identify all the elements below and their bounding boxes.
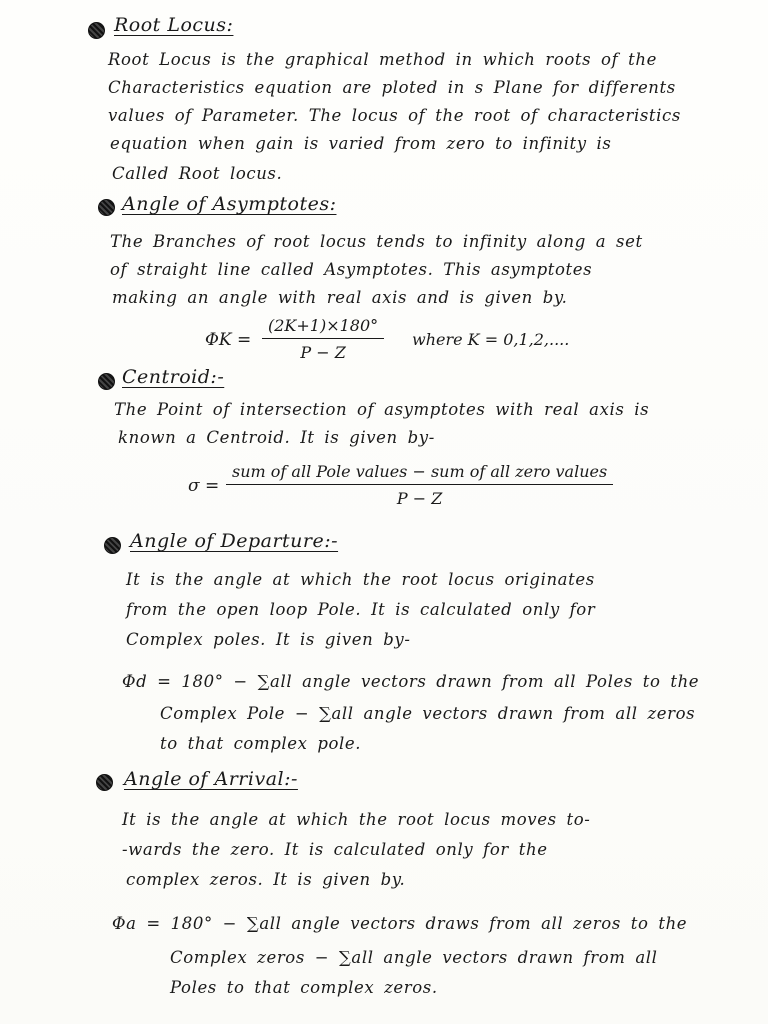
formula-line: Poles to that complex zeros. [170, 978, 438, 997]
formula-where: where K = 0,1,2,.... [412, 330, 570, 349]
text-line: Characteristics equation are ploted in s Plane for differents [108, 78, 676, 97]
text-line: known a Centroid. It is given by- [118, 428, 435, 447]
bullet-icon [88, 22, 105, 39]
text-line: making an angle with real axis and is given by. [112, 288, 568, 307]
text-line: values of Parameter. The locus of the root of characteristics [108, 106, 681, 125]
fraction-numerator: (2K+1)×180° [262, 316, 384, 339]
formula-line: Φd = 180° − ∑all angle vectors drawn from all Poles to the [122, 672, 700, 691]
fraction-denominator: P − Z [300, 343, 346, 362]
text-line: -wards the zero. It is calculated only for the [122, 840, 548, 859]
fraction-centroid [226, 462, 613, 508]
heading-arrival: Angle of Arrival:- [124, 768, 298, 790]
bullet-icon [96, 774, 113, 791]
text-line: of straight line called Asymptotes. This asymptotes [110, 260, 593, 279]
text-line: complex zeros. It is given by. [126, 870, 406, 889]
text-line: Complex poles. It is given by- [126, 630, 411, 649]
text-line: It is the angle at which the root locus moves to- [122, 810, 591, 829]
heading-centroid: Centroid:- [122, 366, 225, 388]
heading-departure: Angle of Departure:- [130, 530, 339, 552]
formula-line: to that complex pole. [160, 734, 362, 753]
text-line: Called Root locus. [112, 164, 283, 183]
heading-asymptotes: Angle of Asymptotes: [122, 193, 337, 215]
heading-root-locus: Root Locus: [114, 14, 234, 36]
fraction-numerator: sum of all Pole values − sum of all zero values [226, 462, 613, 485]
bullet-icon [98, 373, 115, 390]
text-line: The Point of intersection of asymptotes with real axis is [114, 400, 650, 419]
formula-lhs: ΦK = [205, 330, 252, 350]
text-line: The Branches of root locus tends to infinity along a set [110, 232, 643, 251]
fraction-denominator: P − Z [396, 489, 443, 508]
text-line: It is the angle at which the root locus originates [126, 570, 595, 589]
text-line: from the open loop Pole. It is calculated only for [126, 600, 596, 619]
bullet-icon [104, 537, 121, 554]
text-line: equation when gain is varied from zero to infinity is [110, 134, 612, 153]
formula-line: Φa = 180° − ∑all angle vectors draws from all zeros to the [112, 914, 688, 933]
formula-line: Complex Pole − ∑all angle vectors drawn from all zeros [160, 704, 696, 723]
bullet-icon [98, 199, 115, 216]
fraction-asymptote-angle [262, 316, 384, 362]
formula-lhs: σ = [188, 476, 220, 496]
formula-line: Complex zeros − ∑all angle vectors drawn from all [170, 948, 658, 967]
text-line: Root Locus is the graphical method in which roots of the [108, 50, 657, 69]
